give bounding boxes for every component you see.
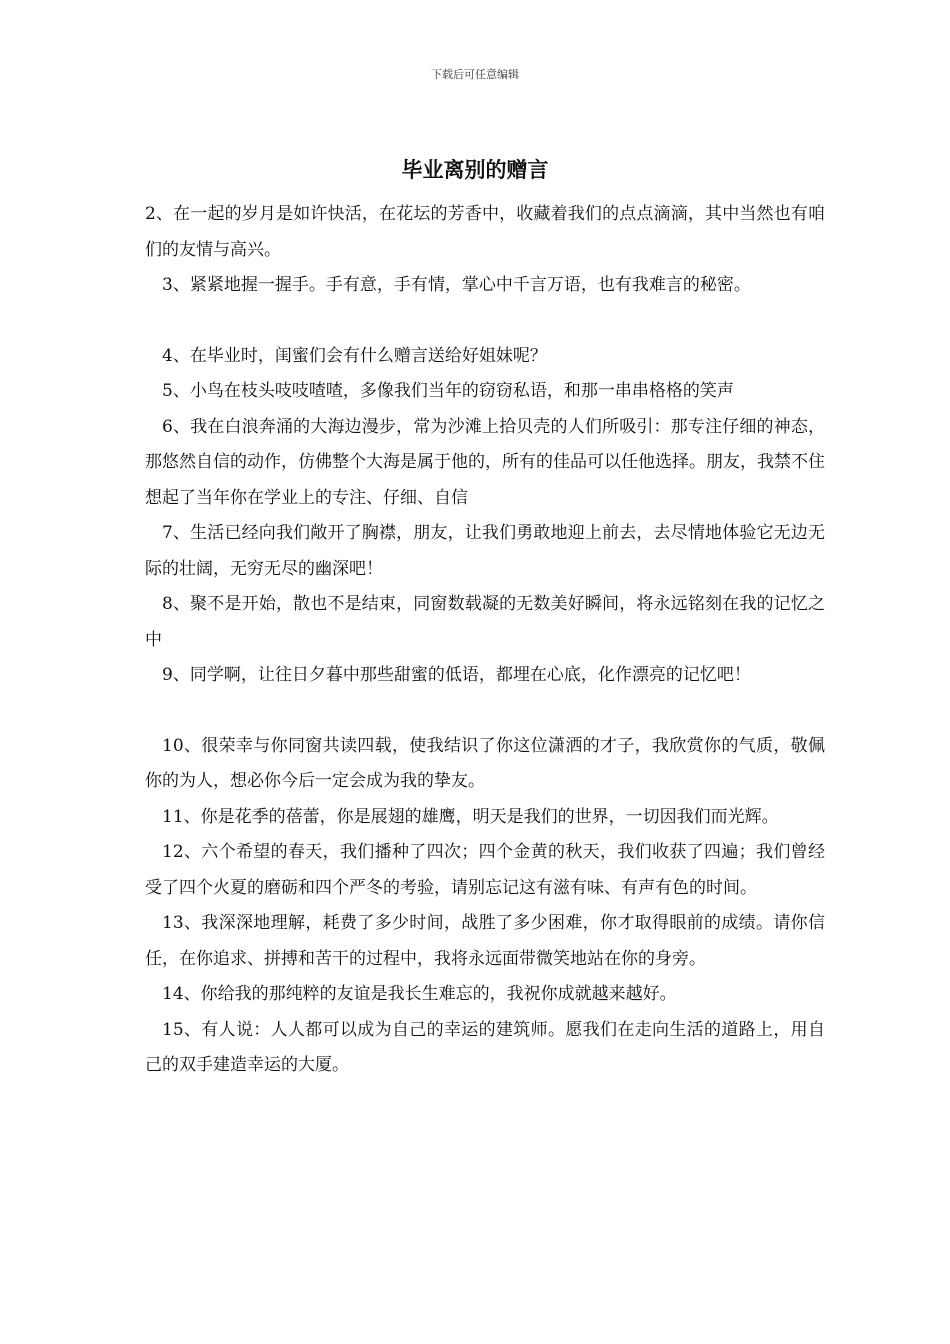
paragraph-6: 6、我在白浪奔涌的大海边漫步，常为沙滩上拾贝壳的人们所吸引：那专注仔细的神态，那悠然自信的动作，仿佛整个大海是属于他的，所有的佳品可以任他选择。朋友，我禁不住想起了当年你在学业上的专注、仔细、自信: [145, 416, 825, 508]
paragraph-14: 14、你给我的那纯粹的友谊是我长生难忘的，我祝你成就越来越好。: [162, 984, 677, 1004]
paragraph-5: 5、小鸟在枝头吱吱喳喳，多像我们当年的窃窃私语，和那一串串格格的笑声: [162, 381, 734, 401]
paragraph-11: 11、你是花季的蓓蕾，你是展翅的雄鹰，明天是我们的世界，一切因我们而光辉。: [162, 806, 779, 827]
paragraph-8: 8、聚不是开始，散也不是结束，同窗数载凝的无数美好瞬间，将永远铭刻在我的记忆之中: [145, 594, 825, 650]
paragraph-15: 15、有人说：人人都可以成为自己的幸运的建筑师。愿我们在走向生活的道路上，用自己的双手建造幸运的大厦。: [145, 1019, 825, 1075]
paragraph-4: 4、在毕业时，闺蜜们会有什么赠言送给好姐妹呢？: [162, 345, 547, 366]
paragraph-13: 13、我深深地理解，耗费了多少时间，战胜了多少困难，你才取得眼前的成绩。请你信任，在你追求、拼搏和苦干的过程中，我将永远面带微笑地站在你的身旁。: [145, 913, 825, 969]
paragraph-7: 7、生活已经向我们敞开了胸襟，朋友，让我们勇敢地迎上前去，去尽情地体验它无边无际的壮阔，无穷无尽的幽深吧！: [145, 523, 825, 579]
page-header: 下载后可任意编辑: [431, 68, 519, 81]
document-title: 毕业离别的赠言: [401, 158, 549, 182]
paragraph-9: 9、同学啊，让往日夕暮中那些甜蜜的低语，都埋在心底，化作漂亮的记忆吧！: [162, 665, 751, 685]
paragraph-3: 3、紧紧地握一握手。手有意，手有情，掌心中千言万语，也有我难言的秘密。: [162, 275, 751, 295]
paragraph-12: 12、六个希望的春天，我们播种了四次；四个金黄的秋天，我们收获了四遍；我们曾经受了四个火夏的磨砺和四个严冬的考验，请别忘记这有滋有味、有声有色的时间。: [145, 842, 825, 898]
paragraph-10: 10、很荣幸与你同窗共读四载，使我结识了你这位潇洒的才子，我欣赏你的气质，敬佩你的为人，想必你今后一定会成为我的挚友。: [145, 735, 825, 791]
paragraph-2: 2、在一起的岁月是如许快活，在花坛的芳香中，收藏着我们的点点滴滴，其中当然也有咱们的友情与高兴。: [145, 204, 825, 260]
document-body: [145, 197, 825, 1084]
